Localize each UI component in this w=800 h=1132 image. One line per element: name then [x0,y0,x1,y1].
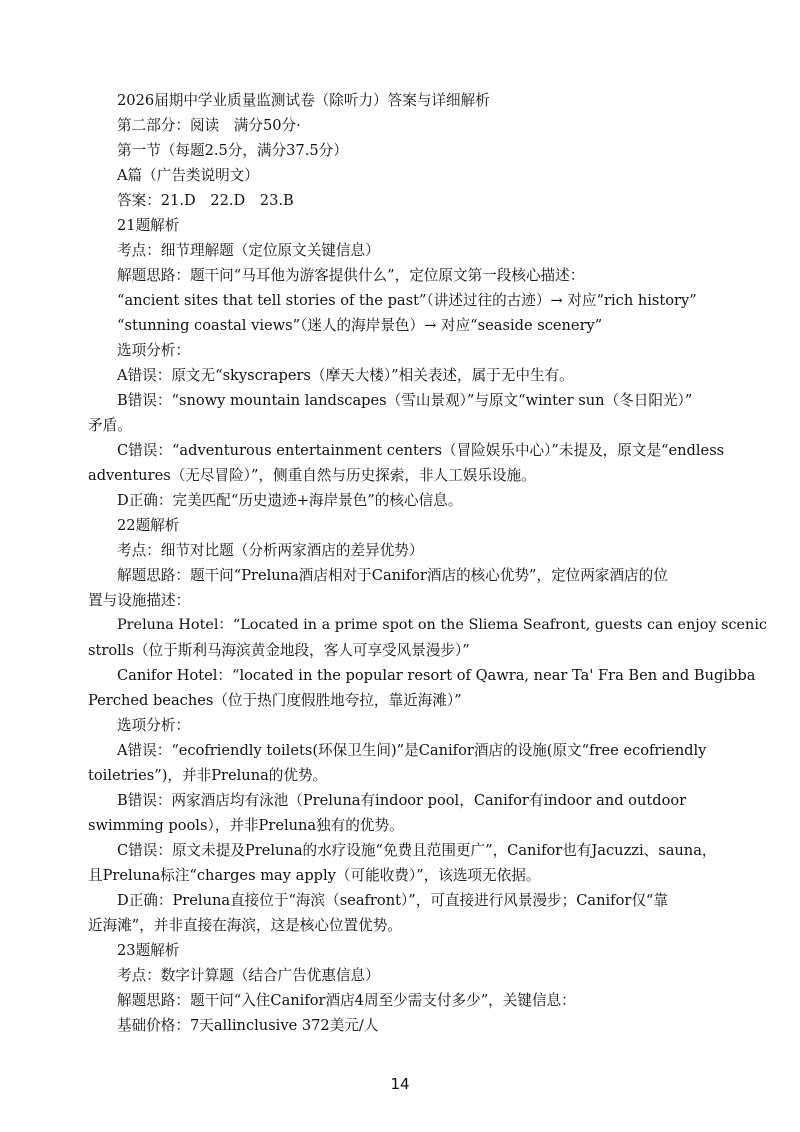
q22-option-c: C错误：原文未提及Preluna的水疗设施“免费且范围更广”，Canifor也有Jacuzzi、sauna， [117,842,717,859]
q21-heading: 21题解析 [117,217,180,234]
q21-approach: 解题思路：题干问“马耳他为游客提供什么”，定位原文第一段核心描述： [117,267,585,284]
q22-preluna-quote: Preluna Hotel：“Located in a prime spot on the Sliema Seafront, guests can enjoy scenic [117,617,767,633]
q21-exam-point: 考点：细节理解题（定位原文关键信息） [117,242,380,259]
q22-exam-point: 考点：细节对比题（分析两家酒店的差异优势） [117,542,424,559]
q23-approach: 解题思路：题干问“入住Canifor酒店4周至少需支付多少”，关键信息： [117,992,576,1009]
q21-option-d: D正确：完美匹配“历史遗迹+海岸景色”的核心信息。 [117,492,463,509]
q22-option-a-cont: toiletries”)，并非Preluna的优势。 [88,767,328,784]
q22-preluna-quote-cont: strolls（位于斯利马海滨黄金地段，客人可享受风景漫步）” [88,642,470,659]
q22-canifor-quote-cont: Perched beaches（位于热门度假胜地夸拉，靠近海滩）” [88,692,462,709]
passage-heading: A篇（广告类说明文） [117,167,259,184]
q21-option-b: B错误：“snowy mountain landscapes（雪山景观）”与原文“winter sun（冬日阳光）” [117,392,693,409]
q22-approach-cont: 置与设施描述： [88,592,191,609]
q22-option-d-cont: 近海滩”，并非直接在海滨，这是核心位置优势。 [88,917,402,934]
q23-heading: 23题解析 [117,942,180,959]
answer-key: 答案：21.D 22.D 23.B [117,192,294,209]
page-number: 14 [390,1075,410,1093]
q21-evidence-2: “stunning coastal views”（迷人的海岸景色）→ 对应“seaside scenery” [117,317,603,334]
q22-option-a: A错误：“ecofriendly toilets(环保卫生间)”是Canifor酒店的设施(原文“free ecofriendly [117,742,707,759]
q22-canifor-quote: Canifor Hotel：“located in the popular resort of Qawra, near Ta' Fra Ben and Bugibba [117,667,756,684]
q23-base-price: 基础价格：7天allinclusive 372美元/人 [117,1017,379,1034]
q23-exam-point: 考点：数字计算题（结合广告优惠信息） [117,967,380,984]
q22-approach: 解题思路：题干问“Preluna酒店相对于Canifor酒店的核心优势”，定位两家酒店的位 [117,567,668,584]
q22-options-heading: 选项分析： [117,717,190,734]
part-heading: 第二部分：阅读 满分50分· [117,117,301,134]
document-title: 2026届期中学业质量监测试卷（除听力）答案与详细解析 [117,92,490,109]
q22-option-b: B错误：两家酒店均有泳池（Preluna有indoor pool，Canifor有indoor and outdoor [117,792,687,809]
q22-option-b-cont: swimming pools），并非Preluna独有的优势。 [88,817,404,834]
q21-evidence-1: “ancient sites that tell stories of the past”（讲述过往的古迹）→ 对应“rich history” [117,292,697,309]
q22-option-d: D正确：Preluna直接位于“海滨（seafront）”，可直接进行风景漫步；Canifor仅“靠 [117,892,668,909]
q21-option-c: C错误：“adventurous entertainment centers（冒险娱乐中心）”未提及，原文是“endless [117,442,725,459]
section-heading: 第一节（每题2.5分，满分37.5分） [117,142,348,159]
q22-option-c-cont: 且Preluna标注“charges may apply（可能收费）”，该选项无依据。 [88,867,541,884]
q21-options-heading: 选项分析： [117,342,190,359]
q22-heading: 22题解析 [117,517,180,534]
q21-option-a: A错误：原文无“skyscrapers（摩天大楼）”相关表述，属于无中生有。 [117,367,574,384]
q21-option-c-cont: adventures（无尽冒险）”，侧重自然与历史探索，非人工娱乐设施。 [88,467,536,484]
q21-option-b-cont: 矛盾。 [88,417,132,434]
